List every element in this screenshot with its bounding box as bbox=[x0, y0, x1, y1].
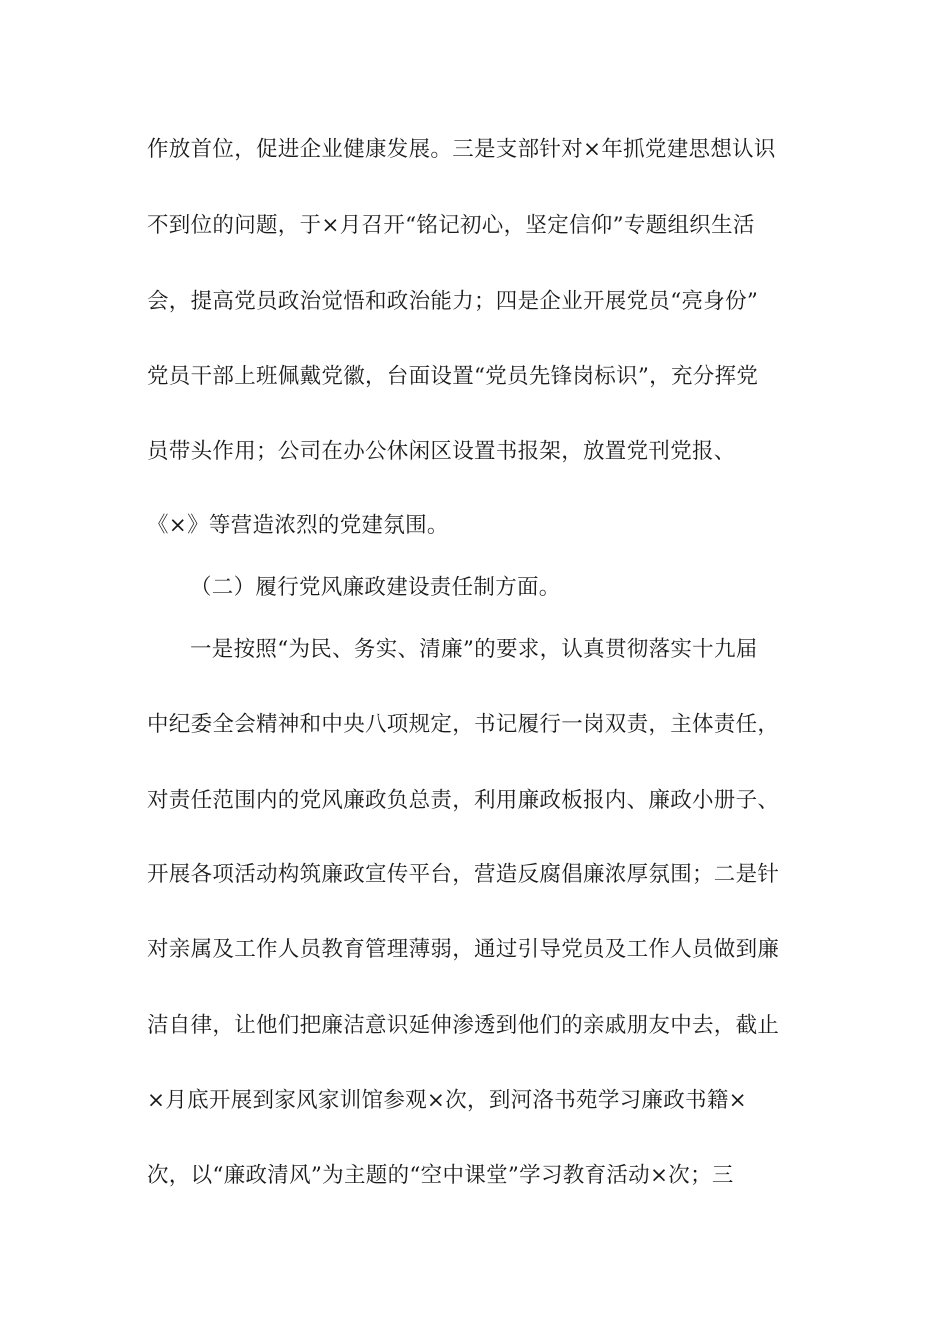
paragraph-line: 《×》等营造浓烈的党建氛围。 bbox=[147, 513, 449, 538]
paragraph-line: 开展各项活动构筑廉政宣传平台，营造反腐倡廉浓厚氛围；二是针 bbox=[147, 862, 780, 887]
paragraph-line: 作放首位，促进企业健康发展。三是支部针对×年抓党建思想认识 bbox=[147, 137, 776, 162]
paragraph-line: 员带头作用；公司在办公休闲区设置书报架，放置党刊党报、 bbox=[147, 439, 736, 464]
paragraph-line: ×月底开展到家风家训馆参观×次，到河洛书苑学习廉政书籍× bbox=[147, 1088, 747, 1113]
paragraph-line: 次，以“廉政清风”为主题的“空中课堂”学习教育活动×次；三 bbox=[147, 1163, 734, 1188]
paragraph-line: 对亲属及工作人员教育管理薄弱，通过引导党员及工作人员做到廉 bbox=[147, 937, 780, 962]
paragraph-line: 一是按照“为民、务实、清廉”的要求，认真贯彻落实十九届 bbox=[190, 637, 758, 662]
paragraph-line: 不到位的问题，于×月召开“铭记初心，坚定信仰”专题组织生活 bbox=[147, 213, 755, 238]
paragraph-line: 中纪委全会精神和中央八项规定，书记履行一岗双责，主体责任， bbox=[147, 712, 780, 737]
paragraph-line: 党员干部上班佩戴党徽，台面设置“党员先锋岗标识”，充分挥党 bbox=[147, 364, 759, 389]
paragraph-line: 对责任范围内的党风廉政负总责，利用廉政板报内、廉政小册子、 bbox=[147, 788, 780, 813]
section-heading: （二）履行党风廉政建设责任制方面。 bbox=[190, 575, 561, 600]
paragraph-line: 会，提高党员政治觉悟和政治能力；四是企业开展党员“亮身份” bbox=[147, 289, 759, 314]
paragraph-line: 洁自律，让他们把廉洁意识延伸渗透到他们的亲戚朋友中去，截止 bbox=[147, 1013, 780, 1038]
